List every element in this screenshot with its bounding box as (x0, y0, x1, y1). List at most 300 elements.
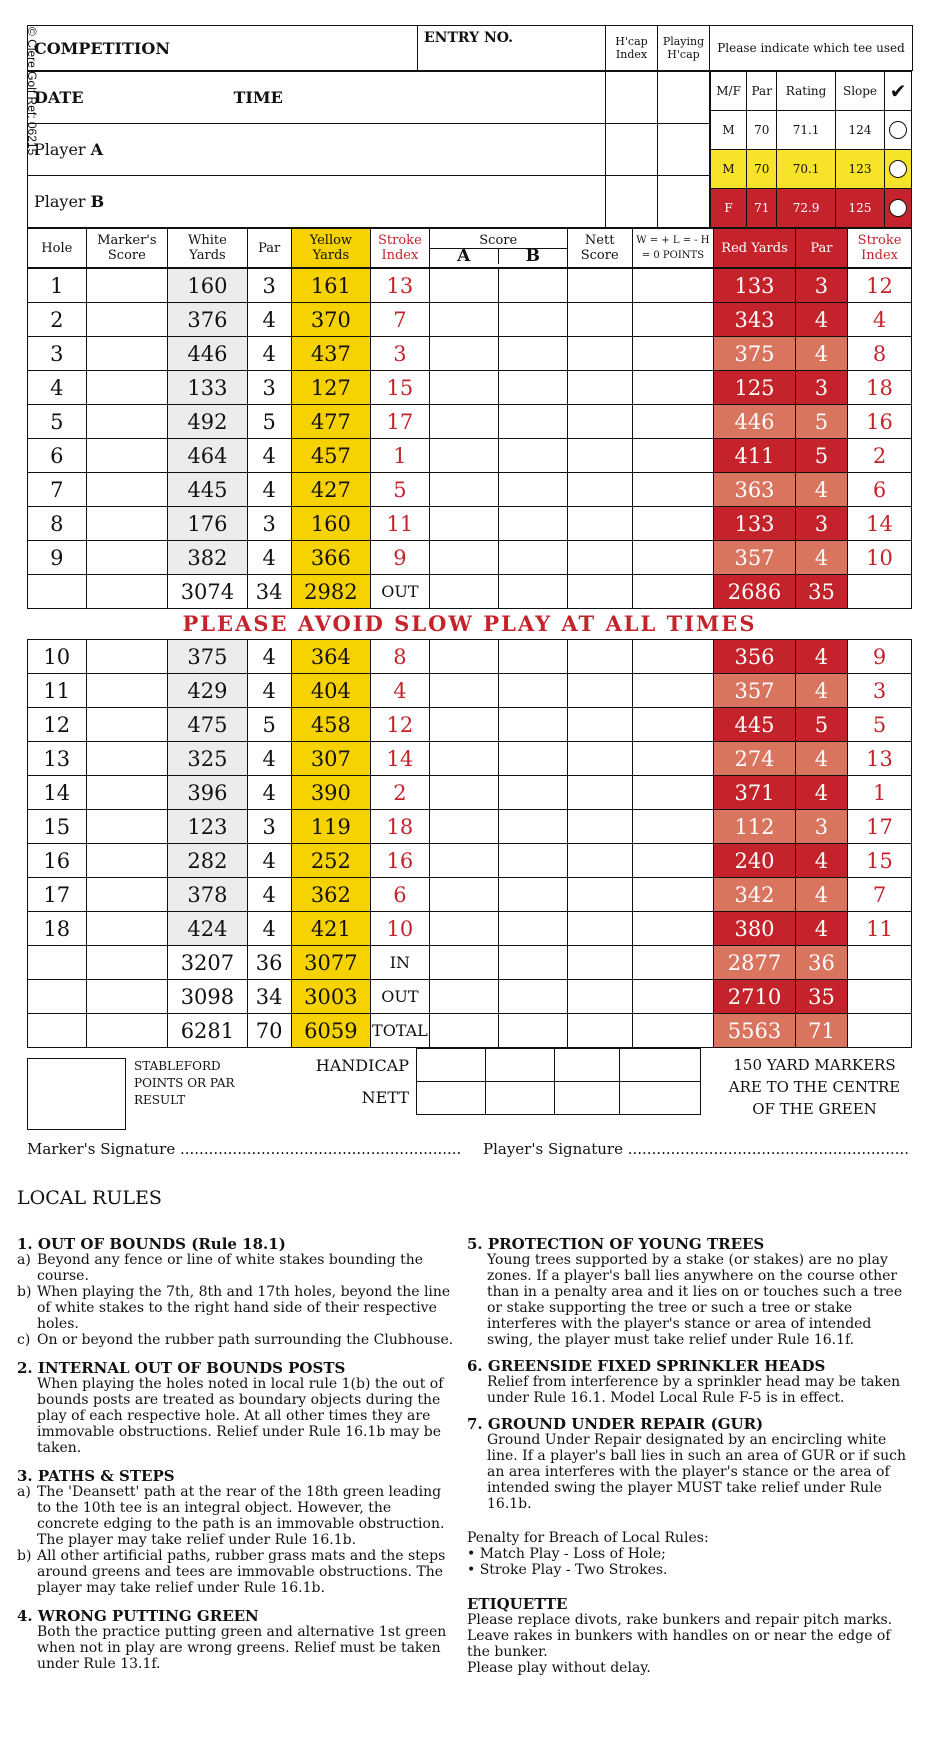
nett-score-cell[interactable] (567, 541, 632, 575)
col-yellow: Yellow Yards (291, 229, 371, 268)
marker-score-cell[interactable] (86, 776, 168, 810)
par: 4 (247, 878, 291, 912)
hole-number: 4 (28, 371, 87, 405)
date-player-table (27, 71, 710, 228)
nett-score-cell[interactable] (567, 742, 632, 776)
stroke-index: 9 (371, 541, 430, 575)
hole-number: 10 (28, 640, 87, 674)
score-b-cell[interactable] (498, 269, 567, 303)
hole-row (28, 810, 912, 844)
score-a-cell[interactable] (429, 878, 498, 912)
etiquette-title: ETIQUETTE (467, 1595, 568, 1613)
stroke-index: 2 (371, 776, 430, 810)
marker-score-cell[interactable] (86, 640, 168, 674)
rules-title: LOCAL RULES (17, 1187, 162, 1209)
tee-par: 71 (747, 189, 777, 228)
yellow-yards: 390 (291, 776, 371, 810)
par: 4 (247, 674, 291, 708)
red-yards: 445 (714, 708, 796, 742)
tee-radio-red[interactable] (885, 189, 912, 228)
marker-score-cell[interactable] (86, 337, 168, 371)
check-icon: ✔ (885, 72, 912, 111)
stroke-index: 15 (371, 371, 430, 405)
hole-number: 2 (28, 303, 87, 337)
total-nett[interactable] (567, 575, 632, 609)
yellow-yards: 307 (291, 742, 371, 776)
nett-score-cell[interactable] (567, 844, 632, 878)
hole-number: 12 (28, 708, 87, 742)
total-marker[interactable] (86, 946, 168, 980)
nett-points[interactable] (620, 1082, 701, 1115)
entry-no-label[interactable]: ENTRY NO. (418, 26, 606, 71)
player-a-playing[interactable] (658, 124, 710, 176)
score-b-cell[interactable] (498, 640, 567, 674)
score-b-cell[interactable] (498, 473, 567, 507)
hole-number: 13 (28, 742, 87, 776)
score-b-cell[interactable] (498, 303, 567, 337)
stroke-index: 12 (371, 708, 430, 742)
total-blank (28, 946, 87, 980)
yellow-yards: 366 (291, 541, 371, 575)
score-a-cell[interactable] (429, 439, 498, 473)
col-red-stroke: Stroke Index (848, 229, 912, 268)
total-nett[interactable] (567, 980, 632, 1014)
hole-row (28, 742, 912, 776)
score-b-cell[interactable] (498, 912, 567, 946)
score-a-cell[interactable] (429, 776, 498, 810)
player-b-playing[interactable] (658, 176, 710, 228)
marker-score-cell[interactable] (86, 405, 168, 439)
total-yellow: 3077 (291, 946, 371, 980)
rule-6-text: Relief from interference by a sprinkler head may be taken under Rule 16.1. Model Local Rule F-5 is in effect. (487, 1374, 901, 1406)
date-label: DATE (34, 88, 84, 107)
red-stroke-index: 5 (848, 708, 912, 742)
yellow-yards: 427 (291, 473, 371, 507)
red-par: 4 (795, 844, 847, 878)
col-marker: Marker's Score (86, 229, 168, 268)
red-yards: 240 (714, 844, 796, 878)
yellow-yards: 458 (291, 708, 371, 742)
slow-play-banner: PLEASE AVOID SLOW PLAY AT ALL TIMES (182, 611, 757, 636)
total-red-stroke (848, 980, 912, 1014)
score-a-cell[interactable] (429, 640, 498, 674)
tee-radio-white[interactable] (885, 111, 912, 150)
score-a-cell[interactable] (429, 844, 498, 878)
nett-a[interactable] (417, 1082, 486, 1115)
red-par: 4 (795, 776, 847, 810)
score-b-cell[interactable] (498, 742, 567, 776)
white-yards: 424 (168, 912, 248, 946)
yellow-yards: 457 (291, 439, 371, 473)
points-cell[interactable] (632, 507, 714, 541)
score-b-cell[interactable] (498, 337, 567, 371)
hole-number: 7 (28, 473, 87, 507)
red-par: 5 (795, 405, 847, 439)
nett-score-cell[interactable] (567, 303, 632, 337)
hole-row (28, 473, 912, 507)
nett-score-cell[interactable] (567, 776, 632, 810)
score-a-cell[interactable] (429, 473, 498, 507)
tee-rating: 70.1 (777, 150, 836, 189)
nett-score-cell[interactable] (567, 878, 632, 912)
penalty-match: • Match Play - Loss of Hole; (467, 1546, 666, 1562)
score-a-label: A (430, 249, 499, 264)
nett-score-cell[interactable] (567, 912, 632, 946)
total-label: TOTAL (371, 1014, 430, 1048)
hole-number: 16 (28, 844, 87, 878)
rule-1-a: Beyond any fence or line of white stakes bounding the course. (37, 1252, 424, 1284)
yellow-yards: 421 (291, 912, 371, 946)
total-a[interactable] (429, 575, 498, 609)
nett-nett[interactable] (555, 1082, 620, 1115)
hole-row (28, 674, 912, 708)
hole-row (28, 269, 912, 303)
total-par: 34 (247, 575, 291, 609)
marker-signature[interactable]: Marker's Signature ........................................................... (27, 1140, 462, 1158)
rule-7-title: 7. GROUND UNDER REPAIR (GUR) (467, 1415, 764, 1433)
score-a-cell[interactable] (429, 912, 498, 946)
marker-score-cell[interactable] (86, 473, 168, 507)
points-cell[interactable] (632, 337, 714, 371)
nett-score-cell[interactable] (567, 269, 632, 303)
red-par: 4 (795, 303, 847, 337)
par: 5 (247, 708, 291, 742)
nett-score-cell[interactable] (567, 371, 632, 405)
total-marker[interactable] (86, 1014, 168, 1048)
stroke-index: 8 (371, 640, 430, 674)
total-label: IN (371, 946, 430, 980)
total-par: 70 (247, 1014, 291, 1048)
local-rules-right (467, 1236, 907, 1676)
total-par: 34 (247, 980, 291, 1014)
local-rules-left: LOCAL RULES 1. OUT OF BOUNDS (Rule 18.1) a) Beyond any fence or line of white stakes bounding the course. b) When playing the 7th, 8th and 17th holes, beyond the line of white stakes to the right hand side of their respective holes. c) On or beyond the rubber path surrounding the Clubhouse. 2. INTERNAL OUT OF BOUNDS POSTS When playing the holes noted in local rule 1(b) the out of bounds posts are treated as boundary objects during the play of each respective hole. At all other times they are immovable obstructions. Relief under Rule 16.1b may be taken. 3. PATHS & STEPS a) The 'Deansett' path at the rear of the 18th green leading to the 10th tee is an integral object. However, the concrete edging to the path is an immovable obstruction. The player may take relief under Rule 16.1b. b) All other artificial paths, rubber grass mats and the steps around greens and tees are immovable obstructions. The player may take relief under Rule 16.1b. 4. WRONG PUTTING GREEN Both the practice putting green and alternative 1st green when not in play are wrong greens. Relief must be taken under Rule 13.1f. (17, 1190, 457, 1672)
points-cell[interactable] (632, 640, 714, 674)
score-a-cell[interactable] (429, 303, 498, 337)
total-red: 2877 (714, 946, 796, 980)
score-a-cell[interactable] (429, 507, 498, 541)
score-a-cell[interactable] (429, 269, 498, 303)
playing-cell[interactable] (658, 72, 710, 124)
rule-6-title: 6. GREENSIDE FIXED SPRINKLER HEADS (467, 1357, 826, 1375)
total-b[interactable] (498, 575, 567, 609)
total-a[interactable] (429, 980, 498, 1014)
copyright-note: © Clere Golf Ref: 06215 (25, 27, 39, 156)
score-a-cell[interactable] (429, 337, 498, 371)
marker-score-cell[interactable] (86, 878, 168, 912)
yellow-yards: 370 (291, 303, 371, 337)
stroke-index: 1 (371, 439, 430, 473)
par: 5 (247, 405, 291, 439)
white-yards: 475 (168, 708, 248, 742)
score-a-cell[interactable] (429, 810, 498, 844)
score-b-cell[interactable] (498, 776, 567, 810)
handicap-b[interactable] (486, 1049, 555, 1082)
col-stroke: Stroke Index (371, 229, 430, 268)
competition-label[interactable]: COMPETITION (28, 26, 418, 71)
hole-number: 17 (28, 878, 87, 912)
points-cell[interactable] (632, 844, 714, 878)
white-yards: 464 (168, 439, 248, 473)
rule-5-title: 5. PROTECTION OF YOUNG TREES (467, 1235, 765, 1253)
white-yards: 378 (168, 878, 248, 912)
hole-number: 3 (28, 337, 87, 371)
red-yards: 274 (714, 742, 796, 776)
red-yards: 356 (714, 640, 796, 674)
total-white: 3074 (168, 575, 248, 609)
total-b[interactable] (498, 980, 567, 1014)
nett-score-cell[interactable] (567, 810, 632, 844)
red-stroke-index: 3 (848, 674, 912, 708)
par: 4 (247, 303, 291, 337)
white-yards: 133 (168, 371, 248, 405)
total-row (28, 980, 912, 1014)
col-par: Par (247, 229, 291, 268)
score-b-cell[interactable] (498, 439, 567, 473)
score-b-cell[interactable] (498, 507, 567, 541)
points-cell[interactable] (632, 708, 714, 742)
player-b-field[interactable] (28, 176, 606, 228)
red-yards: 411 (714, 439, 796, 473)
marker-score-cell[interactable] (86, 742, 168, 776)
red-stroke-index: 15 (848, 844, 912, 878)
points-cell[interactable] (632, 269, 714, 303)
penalty-stroke: • Stroke Play - Two Strokes. (467, 1562, 668, 1578)
hole-row (28, 507, 912, 541)
red-yards: 342 (714, 878, 796, 912)
white-yards: 160 (168, 269, 248, 303)
yellow-yards: 437 (291, 337, 371, 371)
total-points[interactable] (632, 575, 714, 609)
red-par: 4 (795, 541, 847, 575)
total-points[interactable] (632, 1014, 714, 1048)
white-yards: 376 (168, 303, 248, 337)
marker-score-cell[interactable] (86, 541, 168, 575)
tee-slope: 123 (835, 150, 884, 189)
marker-score-cell[interactable] (86, 507, 168, 541)
hole-number: 5 (28, 405, 87, 439)
total-blank (28, 980, 87, 1014)
col-red: Red Yards (714, 229, 796, 268)
total-points[interactable] (632, 946, 714, 980)
red-yards: 125 (714, 371, 796, 405)
total-marker[interactable] (86, 980, 168, 1014)
red-par: 3 (795, 507, 847, 541)
total-b[interactable] (498, 946, 567, 980)
total-b[interactable] (498, 1014, 567, 1048)
red-par: 3 (795, 810, 847, 844)
marker-score-cell[interactable] (86, 708, 168, 742)
marker-score-cell[interactable] (86, 810, 168, 844)
score-a-cell[interactable] (429, 674, 498, 708)
radio-circle-icon[interactable] (889, 160, 907, 178)
red-par: 4 (795, 674, 847, 708)
par: 3 (247, 507, 291, 541)
stroke-index: 6 (371, 878, 430, 912)
total-white: 3207 (168, 946, 248, 980)
yellow-yards: 364 (291, 640, 371, 674)
hole-number: 9 (28, 541, 87, 575)
marker-score-cell[interactable] (86, 371, 168, 405)
score-b-cell[interactable] (498, 810, 567, 844)
red-yards: 357 (714, 541, 796, 575)
white-yards: 429 (168, 674, 248, 708)
red-stroke-index: 8 (848, 337, 912, 371)
total-a[interactable] (429, 1014, 498, 1048)
red-yards: 133 (714, 507, 796, 541)
player-a-hcap[interactable] (606, 124, 658, 176)
points-cell[interactable] (632, 439, 714, 473)
rule-5-text: Young trees supported by a stake (or stakes) are no play zones. If a player's ball lies anywhere on the course other than in a penalty area and it lies on or touches such a tree or stake supporting the tree or such a tree or stake interferes with the player's stance or area of intended swing, the player must take relief under Rule 16.1f. (487, 1252, 903, 1348)
total-red: 2686 (714, 575, 796, 609)
score-a-cell[interactable] (429, 708, 498, 742)
hole-row (28, 541, 912, 575)
rule-3-b: All other artificial paths, rubber grass mats and the steps around greens and tees are immovable obstructions. The player may take relief under Rule 16.1b. (37, 1548, 446, 1596)
marker-score-cell[interactable] (86, 439, 168, 473)
time-label: TIME (233, 88, 283, 107)
points-cell[interactable] (632, 303, 714, 337)
score-b-cell[interactable] (498, 674, 567, 708)
stableford-box[interactable] (27, 1058, 126, 1130)
score-b-cell[interactable] (498, 405, 567, 439)
marker-score-cell[interactable] (86, 269, 168, 303)
handicap-a[interactable] (417, 1049, 486, 1082)
score-b-cell[interactable] (498, 541, 567, 575)
handicap-nett[interactable] (555, 1049, 620, 1082)
total-red-par: 71 (795, 1014, 847, 1048)
nett-score-cell[interactable] (567, 473, 632, 507)
points-cell[interactable] (632, 742, 714, 776)
nett-score-cell[interactable] (567, 337, 632, 371)
total-row (28, 1014, 912, 1048)
marker-score-cell[interactable] (86, 844, 168, 878)
score-a-cell[interactable] (429, 541, 498, 575)
total-red-stroke (848, 946, 912, 980)
col-points: W = + L = - H = 0 POINTS (632, 229, 714, 268)
par: 3 (247, 269, 291, 303)
total-nett[interactable] (567, 946, 632, 980)
date-time-field[interactable] (28, 72, 606, 124)
tee-radio-yellow[interactable] (885, 150, 912, 189)
red-par: 4 (795, 337, 847, 371)
red-yards: 343 (714, 303, 796, 337)
nett-score-cell[interactable] (567, 439, 632, 473)
marker-score-cell[interactable] (86, 674, 168, 708)
white-yards: 382 (168, 541, 248, 575)
marker-score-cell[interactable] (86, 912, 168, 946)
red-yards: 357 (714, 674, 796, 708)
points-cell[interactable] (632, 878, 714, 912)
stroke-index: 4 (371, 674, 430, 708)
red-par: 4 (795, 912, 847, 946)
white-yards: 282 (168, 844, 248, 878)
hole-row (28, 337, 912, 371)
header-table (27, 25, 913, 71)
col-hole: Hole (28, 229, 87, 268)
points-cell[interactable] (632, 405, 714, 439)
marker-score-cell[interactable] (86, 303, 168, 337)
score-a-cell[interactable] (429, 371, 498, 405)
total-nett[interactable] (567, 1014, 632, 1048)
player-signature[interactable]: Player's Signature ........................................................... (483, 1140, 910, 1158)
rule-4-text: Both the practice putting green and alternative 1st green when not in play are wrong greens. Relief must be taken under Rule 13.1f. (37, 1624, 447, 1672)
white-yards: 446 (168, 337, 248, 371)
stroke-index: 3 (371, 337, 430, 371)
nett-score-cell[interactable] (567, 640, 632, 674)
total-red-par: 36 (795, 946, 847, 980)
score-b-cell[interactable] (498, 708, 567, 742)
total-label: OUT (371, 575, 430, 609)
hcap-index-label: H'cap Index (606, 26, 658, 71)
rule-2-title: 2. INTERNAL OUT OF BOUNDS POSTS (17, 1359, 346, 1377)
points-cell[interactable] (632, 541, 714, 575)
total-a[interactable] (429, 946, 498, 980)
points-cell[interactable] (632, 371, 714, 405)
white-yards: 375 (168, 640, 248, 674)
back-nine-table (27, 639, 912, 1048)
score-b-cell[interactable] (498, 844, 567, 878)
column-header-table (27, 228, 912, 268)
score-b-cell[interactable] (498, 878, 567, 912)
points-cell[interactable] (632, 776, 714, 810)
total-yellow: 2982 (291, 575, 371, 609)
player-a-field[interactable] (28, 124, 606, 176)
total-yellow: 3003 (291, 980, 371, 1014)
nett-score-cell[interactable] (567, 507, 632, 541)
white-yards: 123 (168, 810, 248, 844)
score-a-cell[interactable] (429, 405, 498, 439)
hcap-cell[interactable] (606, 72, 658, 124)
red-yards: 380 (714, 912, 796, 946)
points-cell[interactable] (632, 674, 714, 708)
penalty-label: Penalty for Breach of Local Rules: (467, 1530, 709, 1546)
hole-number: 18 (28, 912, 87, 946)
nett-score-cell[interactable] (567, 405, 632, 439)
nett-score-cell[interactable] (567, 708, 632, 742)
tee-row-white (711, 111, 912, 150)
etiquette-text-2: Please play without delay. (467, 1660, 651, 1676)
rule-1-title: 1. OUT OF BOUNDS (Rule 18.1) (17, 1235, 286, 1253)
hole-row (28, 405, 912, 439)
nett-score-cell[interactable] (567, 674, 632, 708)
par: 4 (247, 473, 291, 507)
yellow-yards: 160 (291, 507, 371, 541)
radio-circle-icon[interactable] (889, 121, 907, 139)
radio-circle-icon[interactable] (889, 199, 907, 217)
total-points[interactable] (632, 980, 714, 1014)
points-cell[interactable] (632, 912, 714, 946)
score-b-label: B (525, 245, 540, 266)
rule-1-c: On or beyond the rubber path surrounding the Clubhouse. (37, 1332, 454, 1348)
points-cell[interactable] (632, 473, 714, 507)
points-cell[interactable] (632, 810, 714, 844)
total-marker[interactable] (86, 575, 168, 609)
score-b-cell[interactable] (498, 371, 567, 405)
nett-label: NETT (361, 1088, 409, 1107)
stroke-index: 11 (371, 507, 430, 541)
handicap-points[interactable] (620, 1049, 701, 1082)
playing-hcap-label: Playing H'cap (658, 26, 710, 71)
yellow-yards: 404 (291, 674, 371, 708)
white-yards: 176 (168, 507, 248, 541)
front-nine-table (27, 268, 912, 609)
yellow-yards: 119 (291, 810, 371, 844)
red-par: 4 (795, 742, 847, 776)
score-a-cell[interactable] (429, 742, 498, 776)
hole-row (28, 776, 912, 810)
player-b-hcap[interactable] (606, 176, 658, 228)
nett-b[interactable] (486, 1082, 555, 1115)
red-yards: 363 (714, 473, 796, 507)
